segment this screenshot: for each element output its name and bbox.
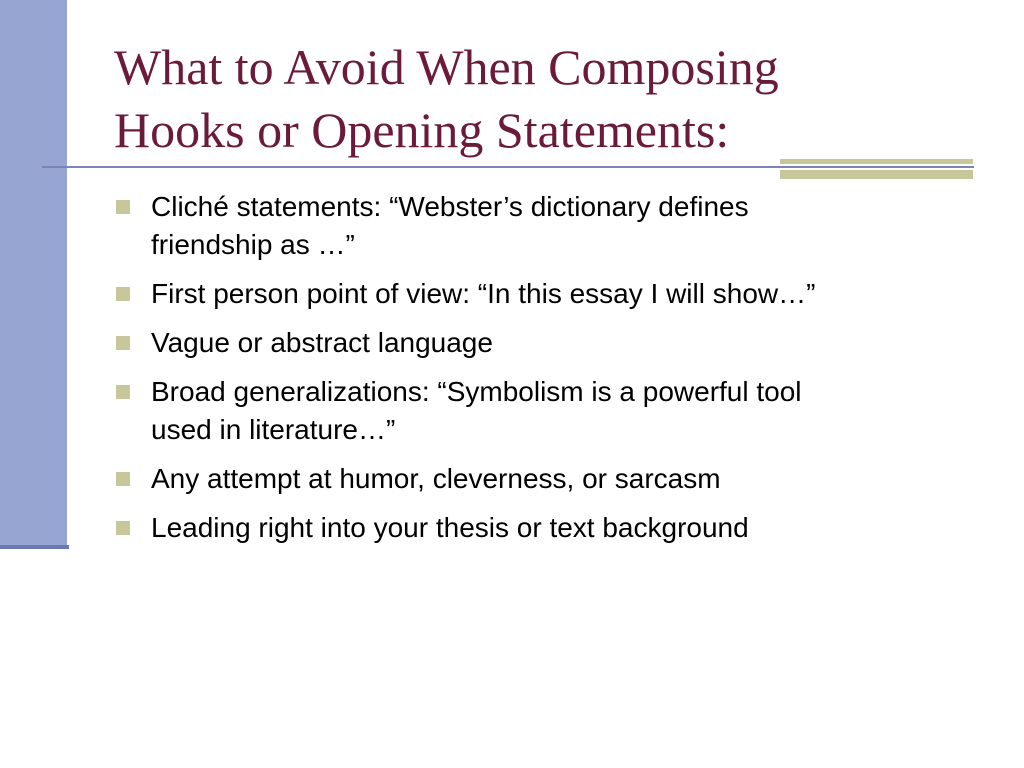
title-divider xyxy=(42,166,974,168)
slide-title-line: What to Avoid When Composing xyxy=(114,39,779,95)
bullet-text-line: friendship as …” xyxy=(151,229,355,260)
bullet-item xyxy=(116,460,976,498)
slide-title-line: Hooks or Opening Statements: xyxy=(114,102,730,158)
bullet-item xyxy=(116,275,976,313)
bullet-item xyxy=(116,373,976,449)
square-bullet-icon xyxy=(116,472,130,486)
square-bullet-icon xyxy=(116,336,130,350)
bullet-item xyxy=(116,509,976,547)
slide-title xyxy=(114,36,974,162)
bullet-item xyxy=(116,188,976,264)
title-accent-rule xyxy=(780,170,973,179)
bullet-list xyxy=(116,188,976,558)
bullet-text-line: Leading right into your thesis or text background xyxy=(151,512,749,543)
bullet-text-line: First person point of view: “In this essay I will show…” xyxy=(151,278,816,309)
bullet-text-line: Cliché statements: “Webster’s dictionary defines xyxy=(151,191,749,222)
side-decor-bar xyxy=(0,0,67,545)
side-decor-bar-edge xyxy=(0,545,69,549)
bullet-text-line: Vague or abstract language xyxy=(151,327,493,358)
square-bullet-icon xyxy=(116,200,130,214)
bullet-text-line: used in literature…” xyxy=(151,414,396,445)
square-bullet-icon xyxy=(116,287,130,301)
bullet-item xyxy=(116,324,976,362)
bullet-text-line: Any attempt at humor, cleverness, or sarcasm xyxy=(151,463,721,494)
square-bullet-icon xyxy=(116,521,130,535)
square-bullet-icon xyxy=(116,385,130,399)
bullet-text-line: Broad generalizations: “Symbolism is a powerful tool xyxy=(151,376,802,407)
title-accent-rule xyxy=(780,159,973,164)
